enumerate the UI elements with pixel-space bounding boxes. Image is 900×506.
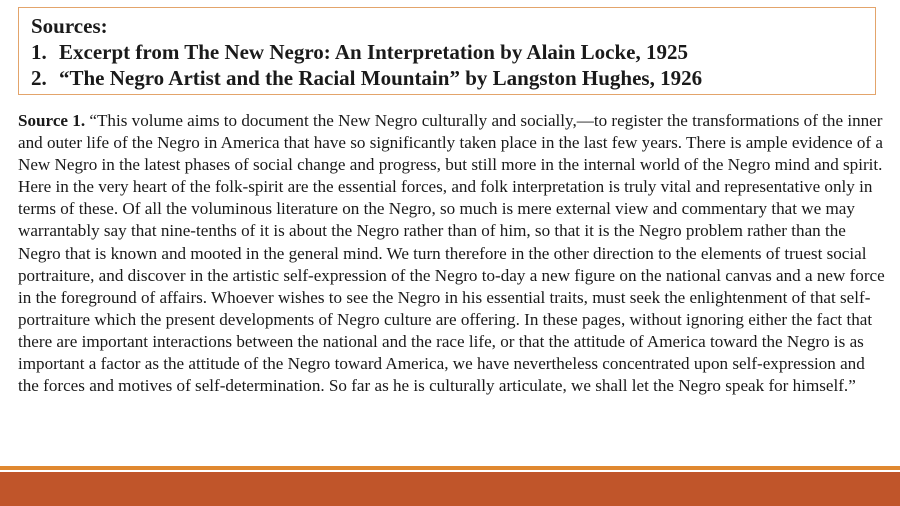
source-title: Excerpt from The New Negro: An Interpretation by Alain Locke, 1925 xyxy=(59,40,688,64)
sources-box xyxy=(18,7,876,95)
footer-bar xyxy=(0,472,900,506)
footer-accent-line xyxy=(0,466,900,470)
sources-list xyxy=(31,39,875,91)
sources-heading: Sources: xyxy=(31,14,108,38)
source-number: 1. xyxy=(31,40,47,64)
source-item xyxy=(31,65,875,91)
passage-text: “This volume aims to document the New Negro culturally and socially,—to register the transformations of the inner and outer life of the Negro in America that have so significantly taken place in the last few years. There is ample evidence of a New Negro in the latest phases of social change and progress, but still more in the internal world of the Negro mind and spirit. Here in the very heart of the folk-spirit are the essential forces, and folk interpretation is truly vital and representative only in terms of these. Of all the voluminous literature on the Negro, so much is mere external view and commentary that we may warrantably say that nine-tenths of it is about the Negro rather than of him, so that it is the Negro problem rather than the Negro that is known and mooted in the general mind. We turn therefore in the other direction to the elements of truest social portraiture, and discover in the artistic self-expression of the Negro to-day a new figure on the national canvas and a new force in the foreground of affairs. Whoever wishes to see the Negro in his essential traits, must seek the enlightenment of that self-portraiture which the present developments of Negro culture are offering. In these pages, without ignoring either the fact that there are important interactions between the national and the race life, or that the attitude of America toward the Negro is as important a factor as the attitude of the Negro toward America, we have nevertheless concentrated upon self-expression and the forces and motives of self-determination. So far as he is culturally articulate, we shall let the Negro speak for himself.” xyxy=(18,111,885,396)
source-title: “The Negro Artist and the Racial Mountain” by Langston Hughes, 1926 xyxy=(59,66,703,90)
source-item xyxy=(31,39,875,65)
source-number: 2. xyxy=(31,66,47,90)
source-passage xyxy=(18,110,886,397)
passage-label: Source 1. xyxy=(18,111,86,130)
